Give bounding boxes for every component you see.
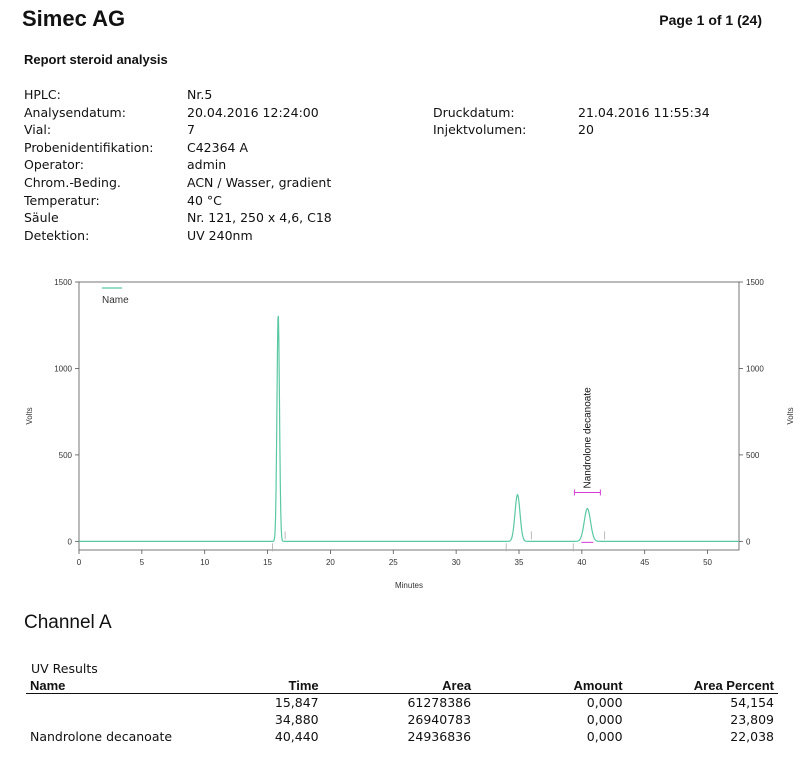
peak-annotation: Nandrolone decanoate: [582, 387, 594, 489]
meta-label: Operator:: [24, 157, 84, 173]
meta-label: Detektion:: [24, 227, 90, 243]
x-tick-label: 50: [703, 558, 713, 567]
meta-value: C42364 A: [187, 139, 249, 155]
meta-value: 21.04.2016 11:55:34: [578, 104, 710, 120]
meta-values-right: [578, 104, 710, 139]
column-header-name: Name: [26, 678, 254, 694]
x-tick-label: 35: [514, 558, 524, 567]
meta-label: Chrom.-Beding.: [24, 174, 121, 190]
x-tick-label: 5: [139, 558, 145, 567]
meta-labels-left: [24, 86, 153, 244]
x-tick-label: 10: [200, 558, 210, 567]
meta-value: 7: [187, 122, 195, 138]
cell-amount: 0,000: [586, 729, 623, 744]
x-axis-ticks: [77, 550, 713, 567]
cell-amount: 0,000: [586, 712, 623, 727]
x-tick-label: 25: [388, 558, 398, 567]
meta-value: 20: [578, 122, 594, 138]
meta-labels-right: [433, 104, 526, 139]
cell-name: Nandrolone decanoate: [30, 729, 173, 744]
column-header-time: Time: [254, 678, 323, 694]
x-axis-label: Minutes: [394, 581, 424, 590]
meta-label: Injektvolumen:: [433, 122, 527, 138]
table-row: [26, 694, 778, 712]
table-row: [26, 728, 778, 745]
x-tick-label: 45: [640, 558, 650, 567]
y-axis-right-ticks: [739, 278, 764, 546]
cell-amount: 0,000: [586, 695, 623, 710]
meta-value: 40 °C: [187, 192, 222, 208]
meta-value: admin: [187, 157, 227, 173]
cell-time: 40,440: [274, 729, 319, 744]
table-row: [26, 711, 778, 728]
company-name: Simec AG: [22, 6, 126, 31]
meta-value: 20.04.2016 12:24:00: [187, 104, 319, 120]
y-tick-label: 1500: [746, 278, 764, 287]
y-tick-label: 0: [746, 537, 751, 547]
meta-label: Temperatur:: [24, 192, 100, 208]
y-axis-label-left: Volts: [25, 407, 34, 425]
y-axis-left-ticks: [54, 278, 79, 546]
meta-value: ACN / Wasser, gradient: [187, 174, 332, 190]
cell-name: [26, 711, 254, 728]
y-axis-label-right: Volts: [786, 407, 795, 425]
report-title: Report steroid analysis: [24, 52, 168, 67]
column-header-area: Area: [323, 678, 475, 694]
cell-area-percent: 23,809: [730, 712, 774, 727]
y-tick-label: 1000: [54, 364, 72, 374]
x-tick-label: 30: [451, 558, 461, 567]
results-title: UV Results: [31, 661, 98, 676]
x-tick-label: 15: [263, 558, 273, 567]
meta-value: Nr.5: [187, 87, 213, 102]
results-table: [26, 678, 778, 745]
cell-area: 26940783: [407, 712, 472, 727]
meta-label: HPLC:: [24, 87, 61, 102]
peak-markers: [273, 490, 605, 552]
y-tick-label: 500: [746, 450, 760, 460]
plot-frame: [79, 282, 739, 550]
y-tick-label: 1500: [54, 278, 72, 287]
legend-label: Name: [102, 295, 129, 306]
y-tick-label: 500: [58, 450, 72, 460]
meta-label: Analysendatum:: [24, 104, 126, 120]
meta-label: Vial:: [24, 122, 52, 138]
chromatogram-chart: [0, 270, 800, 600]
page-indicator: Page 1 of 1 (24): [659, 12, 762, 28]
cell-time: 34,880: [274, 712, 319, 727]
x-tick-label: 40: [577, 558, 587, 567]
cell-area: 61278386: [407, 695, 472, 710]
cell-area: 24936836: [407, 729, 472, 744]
meta-label: Druckdatum:: [433, 104, 515, 120]
meta-label: Säule: [24, 210, 59, 226]
meta-label: Probenidentifikation:: [24, 139, 154, 155]
meta-value: UV 240nm: [187, 227, 253, 243]
cell-name: [26, 694, 254, 712]
y-tick-label: 0: [67, 537, 72, 547]
column-header-amount: Amount: [475, 678, 627, 694]
table-header-row: [26, 678, 778, 694]
cell-area-percent: 22,038: [730, 729, 774, 744]
cell-time: 15,847: [274, 695, 319, 710]
x-tick-label: 20: [325, 558, 335, 567]
channel-title: Channel A: [24, 612, 112, 633]
meta-value: Nr. 121, 250 x 4,6, C18: [187, 210, 332, 226]
column-header-area-percent: Area Percent: [627, 678, 778, 694]
chromatogram-trace: [79, 316, 739, 541]
cell-area-percent: 54,154: [730, 695, 774, 710]
x-tick-label: 0: [76, 558, 82, 567]
meta-values-left: [187, 86, 332, 244]
y-tick-label: 1000: [746, 364, 764, 374]
